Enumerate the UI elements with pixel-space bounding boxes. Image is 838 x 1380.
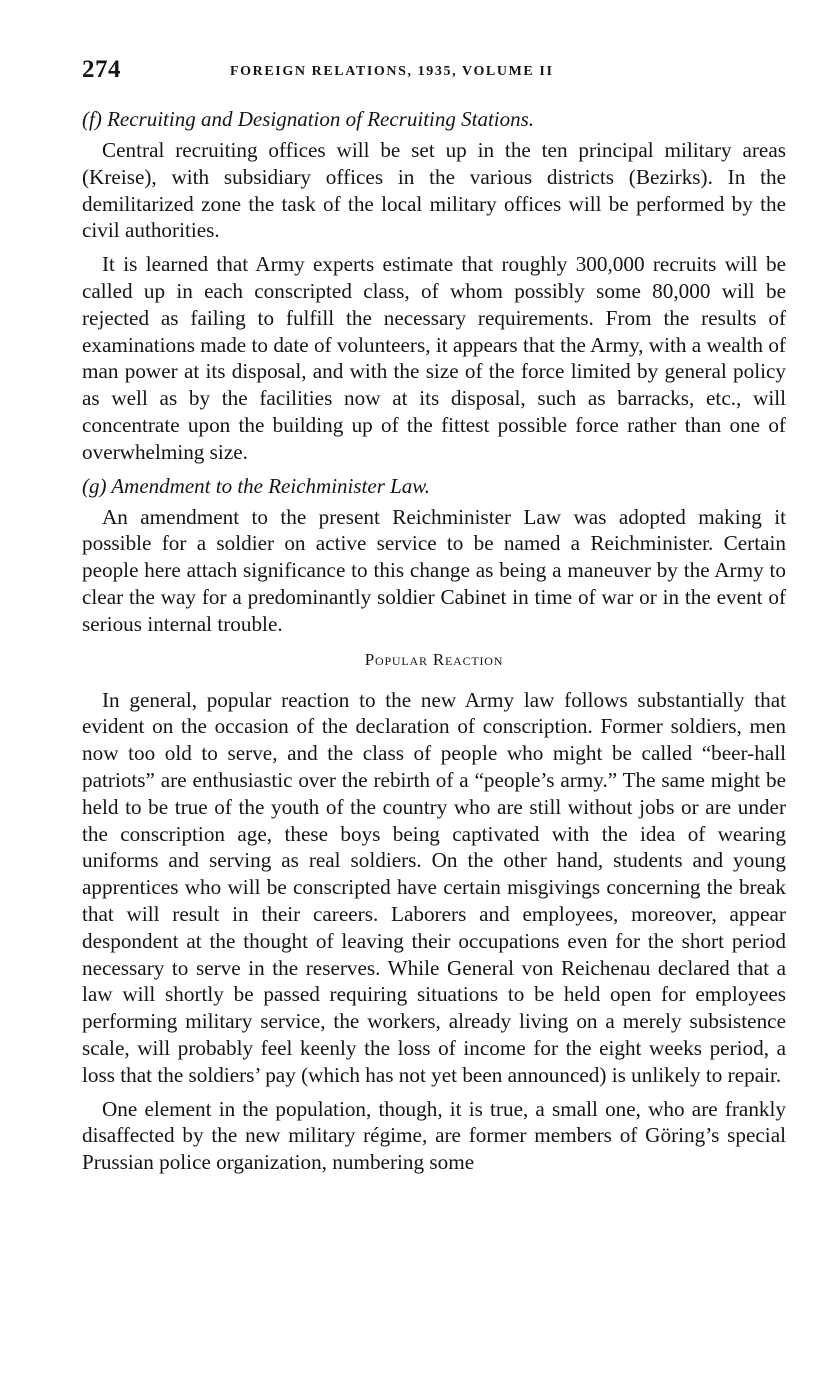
page-number: 274 bbox=[82, 56, 121, 83]
section-heading-g: (g) Amendment to the Reichminister Law. bbox=[82, 473, 430, 498]
paragraph-recruiting-offices: Central recruiting offices will be set up in the ten principal military areas (Kreise), with subsidiary offices in the various districts (Bezirks). In the demilitarized zone the task of the local military offices will be performed by the civil authorities. bbox=[82, 138, 786, 243]
document-page bbox=[82, 56, 786, 1183]
section-heading-f: (f) Recruiting and Designation of Recruiting Stations. bbox=[82, 107, 535, 131]
section-title-popular-reaction: Popular Reaction bbox=[364, 649, 504, 669]
paragraph-army-estimates: It is learned that Army experts estimate that roughly 300,000 recruits will be called up in each conscripted class, of whom possibly some 80,000 will be rejected as failing to fulfill the necessary requirements. From the results of examinations made to date of volunteers, it appears that the Army, with a wealth of man power at its disposal, and with the size of the force limited by general policy as well as by the facilities now at its disposal, such as barracks, etc., will concentrate upon the building up of the fittest possible force rather than one of overwhelming size. bbox=[82, 252, 786, 464]
running-head bbox=[82, 56, 786, 92]
paragraph-popular-reaction: In general, popular reaction to the new Army law follows substantially that evident on the occasion of the declaration of conscription. Former soldiers, men now too old to serve, and the class of people who might be called “beer-hall patriots” are enthusiastic over the rebirth of a “people’s army.” The same might be held to be true of the youth of the country who are still without jobs or are under the conscription age, these boys being captivated with the idea of wearing uniforms and serving as real soldiers. On the other hand, students and young apprentices who will be conscripted have certain misgivings concerning the break that will result in their careers. Laborers and employees, moreover, appear despondent at the thought of leaving their occupations even for the short period necessary to serve in the reserves. While General von Reichenau declared that a law will shortly be passed requiring situations to be held open for employees performing military service, the workers, already living on a merely subsistence scale, will probably feel keenly the loss of income for the eight weeks period, a loss that the soldiers’ pay (which has not yet been announced) is unlikely to repair. bbox=[82, 687, 786, 1087]
paragraph-reichminister-amendment: An amendment to the present Reichminister Law was adopted making it possible for a soldier on active service to be named a Reichminister. Certain people here attach significance to this change as being a maneuver by the Army to clear the way for a predominantly soldier Cabinet in time of war or in the event of serious internal trouble. bbox=[82, 504, 786, 636]
paragraph-disaffected-element: One element in the population, though, it is true, a small one, who are frankly disaffected by the new military régime, are former members of Göring’s special Prussian police organization, numbering some bbox=[82, 1096, 786, 1175]
running-title: FOREIGN RELATIONS, 1935, VOLUME II bbox=[230, 64, 554, 79]
